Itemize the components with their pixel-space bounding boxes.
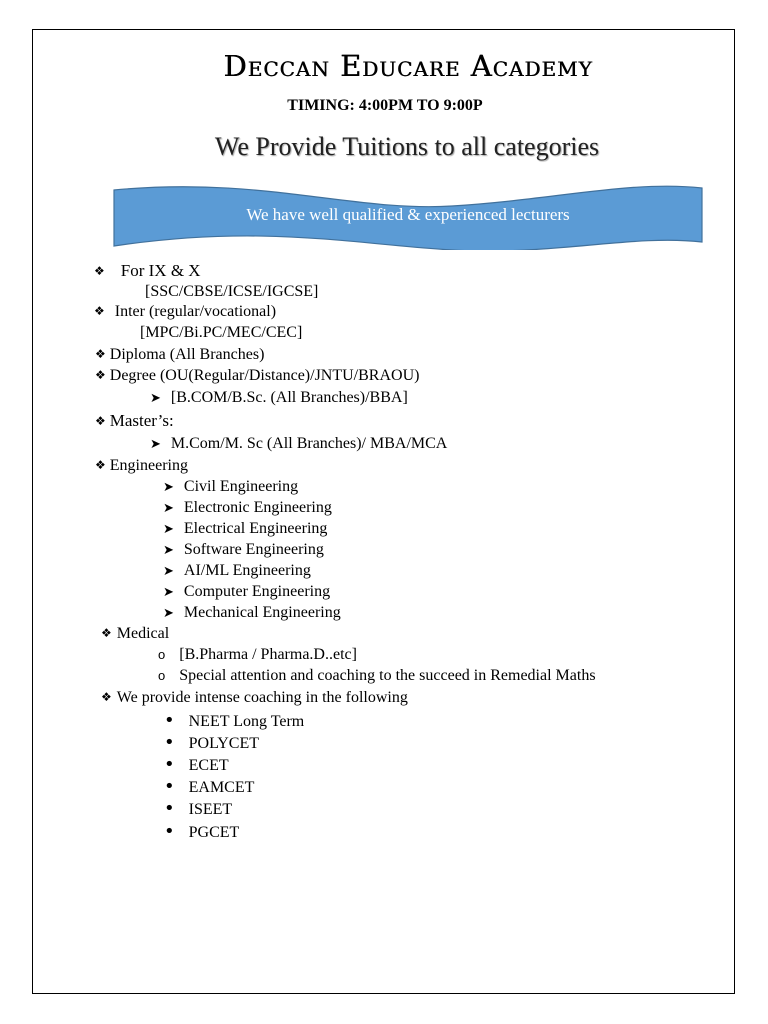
bullet-icon: • <box>164 732 175 753</box>
diamond-bullet-icon: ❖ <box>95 458 106 472</box>
diamond-bullet-icon: ❖ <box>101 626 112 640</box>
diamond-bullet-icon: ❖ <box>95 347 106 361</box>
inter-label: Inter (regular/vocational) <box>114 303 277 320</box>
engineering-label: Engineering <box>109 457 188 474</box>
timing-text: TIMING: 4:00PM TO 9:00P <box>287 97 483 114</box>
engineering-item-label: Mechanical Engineering <box>183 604 341 621</box>
arrow-bullet-icon: ➤ <box>150 437 161 452</box>
bullet-icon: • <box>164 776 175 797</box>
diamond-bullet-icon: ❖ <box>95 414 106 428</box>
coaching-item-label: ECET <box>188 757 229 774</box>
banner-text: We have well qualified & experienced lecturers <box>246 205 570 224</box>
coaching-item <box>164 734 259 752</box>
medical-label: Medical <box>116 625 170 642</box>
engineering-item <box>163 563 311 579</box>
masters-label: Master’s: <box>109 411 174 430</box>
coaching-item <box>164 800 232 818</box>
degree-sub-item <box>150 390 408 406</box>
ix-x-label: For IX & X <box>120 261 201 280</box>
arrow-bullet-icon: ➤ <box>150 391 161 406</box>
coaching-item <box>164 823 239 841</box>
page-title: Deccan Educare Academy <box>223 49 593 83</box>
diploma-label: Diploma (All Branches) <box>109 346 265 363</box>
inter-groups: [MPC/Bi.PC/MEC/CEC] <box>140 324 303 341</box>
engineering-item <box>163 521 327 537</box>
diamond-bullet-icon: ❖ <box>95 368 106 382</box>
engineering-item <box>163 479 298 495</box>
masters-sub-item <box>150 436 447 452</box>
bullet-icon: • <box>164 754 175 775</box>
degree-label: Degree (OU(Regular/Distance)/JNTU/BRAOU) <box>109 367 420 384</box>
list-item-diploma <box>95 347 264 363</box>
arrow-bullet-icon: ➤ <box>163 543 174 558</box>
list-item-degree <box>95 368 419 384</box>
diamond-bullet-icon: ❖ <box>94 304 105 318</box>
masters-courses: M.Com/M. Sc (All Branches)/ MBA/MCA <box>170 435 448 452</box>
tagline: We Provide Tuitions to all categories <box>214 132 600 161</box>
engineering-item <box>163 584 330 600</box>
coaching-item <box>164 712 304 730</box>
arrow-bullet-icon: ➤ <box>163 501 174 516</box>
list-item-engineering <box>95 458 188 474</box>
list-item-coaching <box>101 690 408 706</box>
engineering-item <box>163 542 324 558</box>
degree-courses: [B.COM/B.Sc. (All Branches)/BBA] <box>170 389 408 406</box>
bullet-icon: • <box>164 798 175 819</box>
arrow-bullet-icon: ➤ <box>163 522 174 537</box>
engineering-item-label: Electrical Engineering <box>183 520 328 537</box>
engineering-item-label: Electronic Engineering <box>183 499 332 516</box>
arrow-bullet-icon: ➤ <box>163 585 174 600</box>
list-item-ix-x <box>94 262 201 279</box>
engineering-item-label: Computer Engineering <box>183 583 331 600</box>
list-item-inter <box>94 304 276 320</box>
medical-item-label: [B.Pharma / Pharma.D..etc] <box>179 646 357 663</box>
coaching-item-label: PGCET <box>188 824 240 841</box>
coaching-item-label: EAMCET <box>188 779 255 796</box>
list-item-masters <box>95 412 174 429</box>
diamond-bullet-icon: ❖ <box>94 264 105 278</box>
engineering-item-label: Software Engineering <box>183 541 324 558</box>
arrow-bullet-icon: ➤ <box>163 606 174 621</box>
arrow-bullet-icon: ➤ <box>163 480 174 495</box>
ix-x-boards: [SSC/CBSE/ICSE/IGCSE] <box>145 283 319 300</box>
medical-sub-item <box>158 668 596 684</box>
engineering-item-label: Civil Engineering <box>183 478 299 495</box>
coaching-label: We provide intense coaching in the following <box>116 689 408 706</box>
coaching-item <box>164 756 229 774</box>
engineering-item-label: AI/ML Engineering <box>183 562 311 579</box>
circle-bullet-icon: o <box>158 668 166 683</box>
coaching-item <box>164 778 254 796</box>
medical-sub-item <box>158 647 357 663</box>
circle-bullet-icon: o <box>158 647 166 662</box>
coaching-item-label: ISEET <box>188 801 233 818</box>
coaching-item-label: NEET Long Term <box>188 713 305 730</box>
engineering-item <box>163 605 341 621</box>
bullet-icon: • <box>164 821 175 842</box>
list-item-medical <box>101 626 169 642</box>
diamond-bullet-icon: ❖ <box>101 690 112 704</box>
arrow-bullet-icon: ➤ <box>163 564 174 579</box>
coaching-item-label: POLYCET <box>188 735 260 752</box>
engineering-item <box>163 500 332 516</box>
bullet-icon: • <box>164 710 175 731</box>
medical-item-label: Special attention and coaching to the succeed in Remedial Maths <box>179 667 596 684</box>
page-border <box>32 29 735 994</box>
